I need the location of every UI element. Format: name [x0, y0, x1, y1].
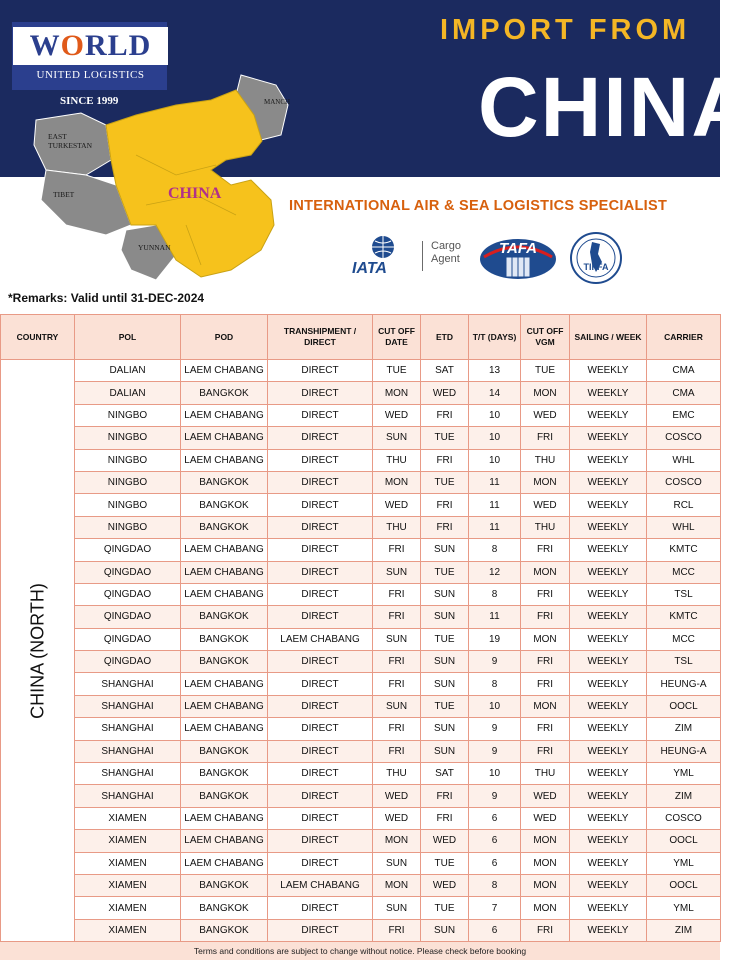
- cell-etd: SUN: [421, 539, 469, 561]
- cell-pod: LAEM CHABANG: [181, 539, 268, 561]
- cell-pol: SHANGHAI: [75, 695, 181, 717]
- cell-transhipment: DIRECT: [268, 382, 373, 404]
- cell-pod: LAEM CHABANG: [181, 807, 268, 829]
- cell-transhipment: LAEM CHABANG: [268, 628, 373, 650]
- cell-cutoff-date: WED: [373, 807, 421, 829]
- cell-cutoff-date: MON: [373, 830, 421, 852]
- cell-cutoff-vgm: FRI: [521, 583, 570, 605]
- cell-carrier: COSCO: [647, 427, 721, 449]
- table-row: [1, 360, 721, 382]
- cell-pol: QINGDAO: [75, 606, 181, 628]
- table-row: [1, 651, 721, 673]
- cell-cutoff-date: THU: [373, 763, 421, 785]
- schedule-body: [1, 360, 721, 942]
- cell-pol: XIAMEN: [75, 897, 181, 919]
- table-row: [1, 718, 721, 740]
- cell-pod: LAEM CHABANG: [181, 404, 268, 426]
- table-row: [1, 583, 721, 605]
- cell-etd: TUE: [421, 471, 469, 493]
- cell-sailing: WEEKLY: [570, 427, 647, 449]
- cell-cutoff-date: SUN: [373, 561, 421, 583]
- cell-etd: TUE: [421, 897, 469, 919]
- cell-transhipment: DIRECT: [268, 516, 373, 538]
- cell-etd: FRI: [421, 516, 469, 538]
- cell-sailing: WEEKLY: [570, 852, 647, 874]
- table-row: [1, 673, 721, 695]
- cell-transhipment: DIRECT: [268, 427, 373, 449]
- table-row: [1, 763, 721, 785]
- table-row: [1, 449, 721, 471]
- terms-footer: Terms and conditions are subject to change without notice. Please check before booking: [0, 941, 720, 960]
- cell-etd: SAT: [421, 360, 469, 382]
- cell-pod: LAEM CHABANG: [181, 830, 268, 852]
- cell-transhipment: DIRECT: [268, 718, 373, 740]
- cell-transhipment: DIRECT: [268, 404, 373, 426]
- cell-cutoff-date: FRI: [373, 606, 421, 628]
- cell-etd: SUN: [421, 651, 469, 673]
- cell-pol: XIAMEN: [75, 830, 181, 852]
- cell-carrier: OOCL: [647, 874, 721, 896]
- table-row: [1, 919, 721, 941]
- cell-transit-days: 10: [469, 427, 521, 449]
- cell-carrier: RCL: [647, 494, 721, 516]
- cell-etd: SUN: [421, 740, 469, 762]
- col-header-cutoff-vgm: CUT OFF VGM: [521, 315, 570, 360]
- col-header-sailing: SAILING / WEEK: [570, 315, 647, 360]
- cell-cutoff-date: MON: [373, 471, 421, 493]
- cell-transit-days: 8: [469, 673, 521, 695]
- cell-carrier: WHL: [647, 516, 721, 538]
- cargo-agent-text: Cargo Agent: [431, 240, 461, 265]
- shipping-schedule-table: [0, 314, 721, 942]
- cell-transit-days: 6: [469, 807, 521, 829]
- cell-pod: BANGKOK: [181, 628, 268, 650]
- cell-carrier: COSCO: [647, 807, 721, 829]
- cell-pol: NINGBO: [75, 471, 181, 493]
- cell-cutoff-date: FRI: [373, 919, 421, 941]
- cell-transhipment: LAEM CHABANG: [268, 874, 373, 896]
- cell-pol: DALIAN: [75, 382, 181, 404]
- cell-pol: NINGBO: [75, 494, 181, 516]
- cell-pod: BANGKOK: [181, 874, 268, 896]
- cell-pol: NINGBO: [75, 427, 181, 449]
- col-header-transit-days: T/T (DAYS): [469, 315, 521, 360]
- table-row: [1, 471, 721, 493]
- col-header-pod: POD: [181, 315, 268, 360]
- iata-cargo-agent-badge: [350, 235, 465, 280]
- cell-pod: BANGKOK: [181, 516, 268, 538]
- cell-cutoff-vgm: THU: [521, 516, 570, 538]
- cell-transit-days: 11: [469, 494, 521, 516]
- cell-carrier: YML: [647, 852, 721, 874]
- cell-transit-days: 19: [469, 628, 521, 650]
- cell-pod: BANGKOK: [181, 471, 268, 493]
- table-row: [1, 740, 721, 762]
- cell-pod: BANGKOK: [181, 919, 268, 941]
- cell-cutoff-vgm: MON: [521, 830, 570, 852]
- cell-carrier: WHL: [647, 449, 721, 471]
- cell-transit-days: 7: [469, 897, 521, 919]
- cell-pol: QINGDAO: [75, 583, 181, 605]
- map-label-china: CHINA: [168, 185, 222, 202]
- cell-carrier: TSL: [647, 583, 721, 605]
- cell-pol: XIAMEN: [75, 807, 181, 829]
- cell-sailing: WEEKLY: [570, 718, 647, 740]
- table-row: [1, 427, 721, 449]
- cell-transhipment: DIRECT: [268, 583, 373, 605]
- cell-sailing: WEEKLY: [570, 874, 647, 896]
- cell-cutoff-vgm: FRI: [521, 740, 570, 762]
- cell-carrier: ZIM: [647, 718, 721, 740]
- cell-sailing: WEEKLY: [570, 919, 647, 941]
- cell-etd: TUE: [421, 561, 469, 583]
- cell-transhipment: DIRECT: [268, 673, 373, 695]
- cell-pol: XIAMEN: [75, 852, 181, 874]
- logo-subtitle: UNITED LOGISTICS: [36, 69, 145, 81]
- cell-etd: SUN: [421, 606, 469, 628]
- table-header-row: [1, 315, 721, 360]
- table-row: [1, 606, 721, 628]
- cell-transit-days: 11: [469, 606, 521, 628]
- iata-text: IATA: [352, 260, 387, 277]
- table-row: [1, 785, 721, 807]
- cell-transit-days: 6: [469, 830, 521, 852]
- cell-carrier: YML: [647, 763, 721, 785]
- table-row: [1, 404, 721, 426]
- cell-cutoff-vgm: FRI: [521, 651, 570, 673]
- cell-sailing: WEEKLY: [570, 695, 647, 717]
- cell-etd: SUN: [421, 583, 469, 605]
- cell-sailing: WEEKLY: [570, 583, 647, 605]
- col-header-cutoff-date: CUT OFF DATE: [373, 315, 421, 360]
- cell-cutoff-date: FRI: [373, 673, 421, 695]
- cell-pod: LAEM CHABANG: [181, 427, 268, 449]
- cell-pol: QINGDAO: [75, 561, 181, 583]
- cell-transhipment: DIRECT: [268, 449, 373, 471]
- cell-transit-days: 8: [469, 539, 521, 561]
- cell-cutoff-date: FRI: [373, 740, 421, 762]
- cell-pol: SHANGHAI: [75, 718, 181, 740]
- tafa-logo: [478, 237, 558, 282]
- cell-sailing: WEEKLY: [570, 561, 647, 583]
- tiffa-text: TIFFA: [583, 262, 609, 272]
- cell-sailing: WEEKLY: [570, 830, 647, 852]
- cell-sailing: WEEKLY: [570, 516, 647, 538]
- cell-carrier: OOCL: [647, 695, 721, 717]
- map-label-manchuria: MANCH: [264, 98, 291, 106]
- cell-transit-days: 14: [469, 382, 521, 404]
- cell-sailing: WEEKLY: [570, 360, 647, 382]
- cell-cutoff-vgm: FRI: [521, 718, 570, 740]
- country-title: CHINA: [478, 60, 754, 154]
- cell-carrier: TSL: [647, 651, 721, 673]
- tafa-text: TAFA: [498, 240, 538, 257]
- cell-cutoff-vgm: MON: [521, 897, 570, 919]
- cell-cutoff-date: TUE: [373, 360, 421, 382]
- cell-pod: LAEM CHABANG: [181, 673, 268, 695]
- cell-transhipment: DIRECT: [268, 494, 373, 516]
- cell-carrier: YML: [647, 897, 721, 919]
- cell-transhipment: DIRECT: [268, 852, 373, 874]
- cell-transit-days: 10: [469, 404, 521, 426]
- cell-pod: BANGKOK: [181, 785, 268, 807]
- cell-pol: XIAMEN: [75, 919, 181, 941]
- cell-etd: FRI: [421, 807, 469, 829]
- table-row: [1, 382, 721, 404]
- cell-etd: SAT: [421, 763, 469, 785]
- cell-etd: FRI: [421, 494, 469, 516]
- cell-sailing: WEEKLY: [570, 471, 647, 493]
- cell-carrier: HEUNG-A: [647, 740, 721, 762]
- cell-etd: TUE: [421, 695, 469, 717]
- cell-cutoff-vgm: WED: [521, 404, 570, 426]
- cell-transit-days: 10: [469, 695, 521, 717]
- map-label-east-turkestan: EAST TURKESTAN: [48, 132, 92, 150]
- cell-sailing: WEEKLY: [570, 404, 647, 426]
- table-row: [1, 516, 721, 538]
- cell-sailing: WEEKLY: [570, 539, 647, 561]
- cell-pod: BANGKOK: [181, 606, 268, 628]
- cell-etd: TUE: [421, 427, 469, 449]
- cell-carrier: KMTC: [647, 606, 721, 628]
- cell-cutoff-date: SUN: [373, 897, 421, 919]
- cell-cutoff-date: SUN: [373, 427, 421, 449]
- cell-cutoff-vgm: FRI: [521, 673, 570, 695]
- country-region-label: CHINA (NORTH): [27, 582, 47, 719]
- col-header-etd: ETD: [421, 315, 469, 360]
- cell-cutoff-date: SUN: [373, 852, 421, 874]
- badge-divider: [422, 241, 423, 271]
- cell-etd: SUN: [421, 673, 469, 695]
- cell-pod: BANGKOK: [181, 494, 268, 516]
- cell-transit-days: 8: [469, 874, 521, 896]
- cell-cutoff-vgm: FRI: [521, 427, 570, 449]
- cell-cutoff-date: WED: [373, 404, 421, 426]
- company-logo: [12, 22, 167, 90]
- cell-sailing: WEEKLY: [570, 785, 647, 807]
- col-header-carrier: CARRIER: [647, 315, 721, 360]
- cell-sailing: WEEKLY: [570, 763, 647, 785]
- cell-carrier: ZIM: [647, 785, 721, 807]
- cell-cutoff-vgm: WED: [521, 494, 570, 516]
- cell-transhipment: DIRECT: [268, 695, 373, 717]
- table-row: [1, 807, 721, 829]
- cell-transit-days: 9: [469, 718, 521, 740]
- import-from-heading: IMPORT FROM: [440, 14, 691, 46]
- cell-transhipment: DIRECT: [268, 651, 373, 673]
- cell-cutoff-vgm: FRI: [521, 539, 570, 561]
- cell-cutoff-vgm: FRI: [521, 919, 570, 941]
- cell-pol: NINGBO: [75, 449, 181, 471]
- cell-transhipment: DIRECT: [268, 561, 373, 583]
- cell-etd: WED: [421, 382, 469, 404]
- cell-transit-days: 10: [469, 763, 521, 785]
- since-year: SINCE 1999: [60, 95, 119, 107]
- logo-wordmark: WORLD: [13, 27, 168, 65]
- cell-transit-days: 9: [469, 785, 521, 807]
- table-row: [1, 695, 721, 717]
- cell-pol: DALIAN: [75, 360, 181, 382]
- cell-pod: BANGKOK: [181, 382, 268, 404]
- cell-etd: FRI: [421, 449, 469, 471]
- cell-pod: LAEM CHABANG: [181, 561, 268, 583]
- cell-etd: WED: [421, 874, 469, 896]
- cell-transhipment: DIRECT: [268, 740, 373, 762]
- cell-transhipment: DIRECT: [268, 785, 373, 807]
- cell-sailing: WEEKLY: [570, 382, 647, 404]
- table-row: [1, 874, 721, 896]
- cell-sailing: WEEKLY: [570, 673, 647, 695]
- cell-cutoff-vgm: MON: [521, 471, 570, 493]
- cell-pod: BANGKOK: [181, 740, 268, 762]
- cell-cutoff-vgm: TUE: [521, 360, 570, 382]
- cell-transhipment: DIRECT: [268, 606, 373, 628]
- cell-transit-days: 9: [469, 740, 521, 762]
- cell-transhipment: DIRECT: [268, 360, 373, 382]
- cell-etd: SUN: [421, 718, 469, 740]
- col-header-pol: POL: [75, 315, 181, 360]
- country-cell: [1, 360, 75, 942]
- cell-cutoff-vgm: THU: [521, 449, 570, 471]
- cell-transit-days: 12: [469, 561, 521, 583]
- cell-sailing: WEEKLY: [570, 740, 647, 762]
- cell-cutoff-vgm: FRI: [521, 606, 570, 628]
- table-row: [1, 852, 721, 874]
- cell-cutoff-date: FRI: [373, 718, 421, 740]
- cell-carrier: MCC: [647, 628, 721, 650]
- cell-transhipment: DIRECT: [268, 763, 373, 785]
- cell-transhipment: DIRECT: [268, 807, 373, 829]
- cell-cutoff-vgm: MON: [521, 628, 570, 650]
- cell-pod: BANGKOK: [181, 897, 268, 919]
- col-header-country: COUNTRY: [1, 315, 75, 360]
- cell-transit-days: 13: [469, 360, 521, 382]
- cell-cutoff-date: THU: [373, 449, 421, 471]
- cell-transit-days: 6: [469, 852, 521, 874]
- cell-carrier: EMC: [647, 404, 721, 426]
- cell-cutoff-date: SUN: [373, 695, 421, 717]
- specialist-tagline: INTERNATIONAL AIR & SEA LOGISTICS SPECIALIST: [289, 198, 668, 214]
- cell-carrier: KMTC: [647, 539, 721, 561]
- cell-pol: SHANGHAI: [75, 673, 181, 695]
- map-label-yunnan: YUNNAN: [138, 243, 171, 252]
- cell-transit-days: 6: [469, 919, 521, 941]
- cell-cutoff-date: FRI: [373, 651, 421, 673]
- cell-cutoff-date: SUN: [373, 628, 421, 650]
- cell-transhipment: DIRECT: [268, 897, 373, 919]
- cell-pod: LAEM CHABANG: [181, 852, 268, 874]
- cell-carrier: ZIM: [647, 919, 721, 941]
- cell-sailing: WEEKLY: [570, 807, 647, 829]
- cell-cutoff-date: FRI: [373, 583, 421, 605]
- cell-pod: LAEM CHABANG: [181, 449, 268, 471]
- cell-transit-days: 9: [469, 651, 521, 673]
- cell-cutoff-vgm: MON: [521, 382, 570, 404]
- cell-sailing: WEEKLY: [570, 494, 647, 516]
- col-header-transhipment: TRANSHIPMENT / DIRECT: [268, 315, 373, 360]
- table-row: [1, 539, 721, 561]
- map-label-tibet: TIBET: [53, 190, 75, 199]
- cell-etd: WED: [421, 830, 469, 852]
- cell-carrier: CMA: [647, 360, 721, 382]
- cell-pod: LAEM CHABANG: [181, 583, 268, 605]
- cell-pol: QINGDAO: [75, 651, 181, 673]
- cell-transit-days: 11: [469, 516, 521, 538]
- cell-cutoff-date: WED: [373, 494, 421, 516]
- cell-pol: QINGDAO: [75, 539, 181, 561]
- cell-cutoff-date: MON: [373, 874, 421, 896]
- cell-cutoff-vgm: MON: [521, 695, 570, 717]
- cell-pol: SHANGHAI: [75, 785, 181, 807]
- cell-sailing: WEEKLY: [570, 628, 647, 650]
- cell-sailing: WEEKLY: [570, 651, 647, 673]
- cell-pol: NINGBO: [75, 516, 181, 538]
- cell-sailing: WEEKLY: [570, 449, 647, 471]
- cell-pol: QINGDAO: [75, 628, 181, 650]
- table-row: [1, 897, 721, 919]
- cell-etd: TUE: [421, 628, 469, 650]
- table-row: [1, 628, 721, 650]
- cell-cutoff-date: THU: [373, 516, 421, 538]
- cell-carrier: MCC: [647, 561, 721, 583]
- cell-pol: XIAMEN: [75, 874, 181, 896]
- cell-cutoff-vgm: WED: [521, 785, 570, 807]
- cell-pol: NINGBO: [75, 404, 181, 426]
- cell-etd: FRI: [421, 404, 469, 426]
- table-row: [1, 494, 721, 516]
- table-row: [1, 830, 721, 852]
- cell-cutoff-vgm: MON: [521, 852, 570, 874]
- cell-transhipment: DIRECT: [268, 471, 373, 493]
- cell-pod: BANGKOK: [181, 763, 268, 785]
- table-row: [1, 561, 721, 583]
- cell-pol: SHANGHAI: [75, 740, 181, 762]
- cell-cutoff-vgm: MON: [521, 561, 570, 583]
- cell-cutoff-vgm: MON: [521, 874, 570, 896]
- cell-transhipment: DIRECT: [268, 830, 373, 852]
- cell-transit-days: 8: [469, 583, 521, 605]
- cell-pod: LAEM CHABANG: [181, 360, 268, 382]
- cell-cutoff-date: WED: [373, 785, 421, 807]
- cell-pod: LAEM CHABANG: [181, 695, 268, 717]
- cell-pod: LAEM CHABANG: [181, 718, 268, 740]
- cell-carrier: HEUNG-A: [647, 673, 721, 695]
- validity-remarks: *Remarks: Valid until 31-DEC-2024: [8, 291, 205, 305]
- cell-carrier: CMA: [647, 382, 721, 404]
- cell-cutoff-vgm: WED: [521, 807, 570, 829]
- cell-etd: SUN: [421, 919, 469, 941]
- cell-cutoff-date: FRI: [373, 539, 421, 561]
- tiffa-logo: [568, 232, 624, 284]
- cell-pol: SHANGHAI: [75, 763, 181, 785]
- cell-carrier: COSCO: [647, 471, 721, 493]
- cell-transit-days: 11: [469, 471, 521, 493]
- cell-transit-days: 10: [469, 449, 521, 471]
- cell-cutoff-vgm: THU: [521, 763, 570, 785]
- cell-etd: FRI: [421, 785, 469, 807]
- cell-sailing: WEEKLY: [570, 897, 647, 919]
- cell-etd: TUE: [421, 852, 469, 874]
- cell-carrier: OOCL: [647, 830, 721, 852]
- cell-transhipment: DIRECT: [268, 539, 373, 561]
- cell-pod: BANGKOK: [181, 651, 268, 673]
- cell-sailing: WEEKLY: [570, 606, 647, 628]
- cell-cutoff-date: MON: [373, 382, 421, 404]
- cell-transhipment: DIRECT: [268, 919, 373, 941]
